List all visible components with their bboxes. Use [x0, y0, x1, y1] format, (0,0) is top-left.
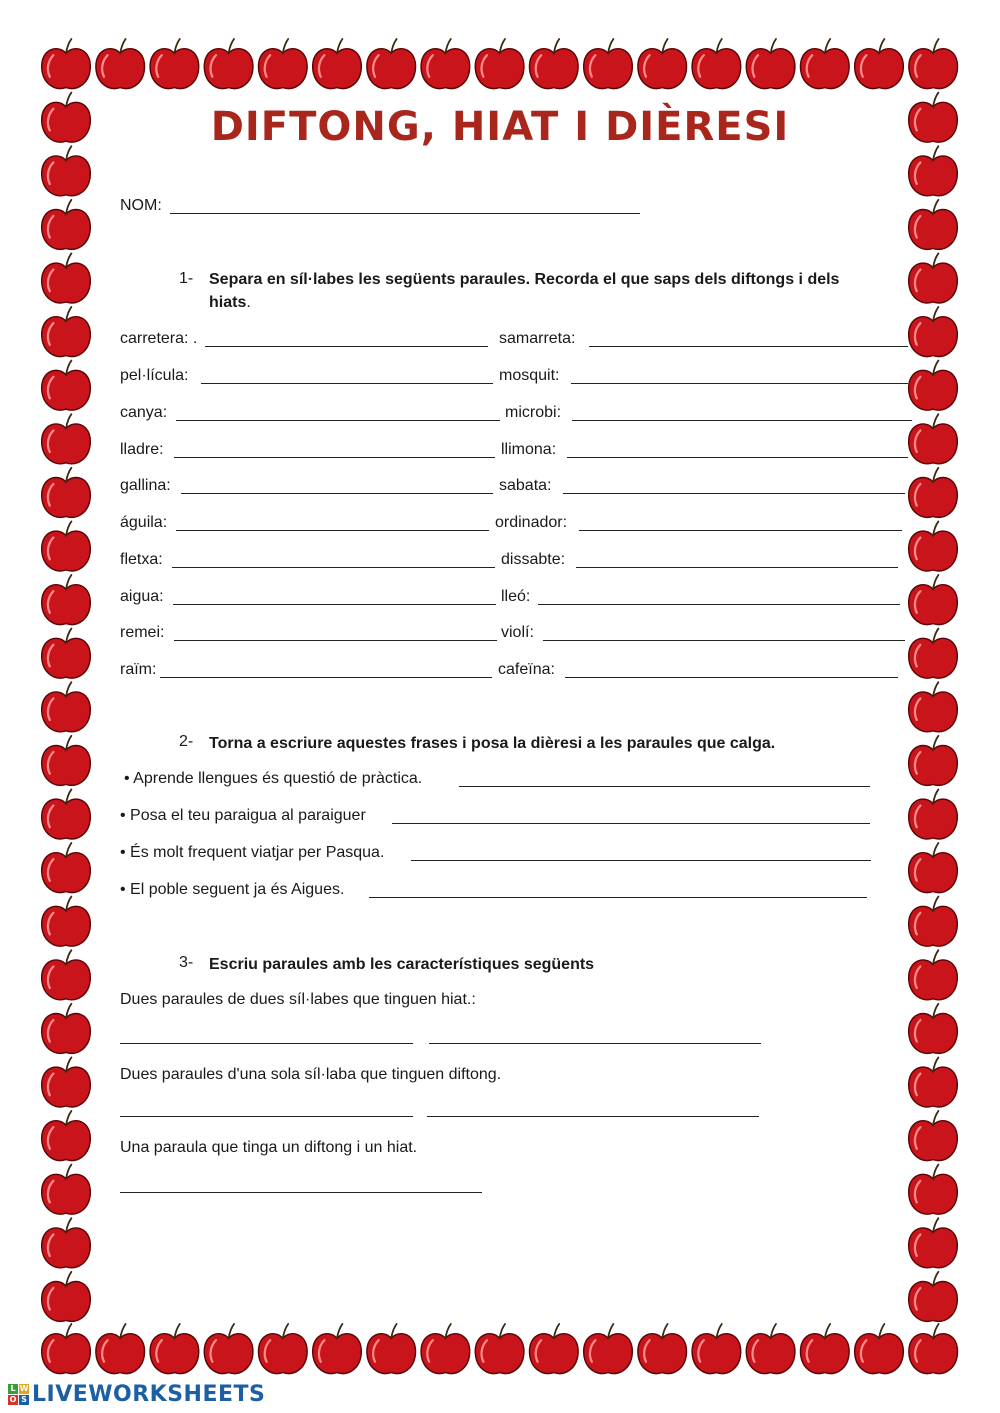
apple-icon: [42, 575, 91, 625]
q3-number: 3-: [179, 954, 194, 971]
apple-icon: [42, 361, 91, 411]
q1-title-line2: [209, 291, 251, 314]
q1-word-label-left: remei:: [120, 624, 165, 641]
logo-squares-icon: [8, 1384, 29, 1405]
q3-prompt: Una paraula que tinga un diftong i un hiat.: [120, 1139, 418, 1156]
q1-word-label-left: canya:: [120, 404, 168, 421]
q1-word-label-left: aigua:: [120, 588, 164, 605]
q3-answer-line[interactable]: [427, 1116, 759, 1117]
apple-icon: [258, 39, 307, 89]
apple-icon: [909, 950, 958, 1000]
apple-icon: [909, 414, 958, 464]
name-answer-line[interactable]: [170, 213, 640, 214]
logo-text: LIVEWORKSHEETS: [32, 1381, 266, 1407]
apple-icon: [909, 1004, 958, 1054]
apple-icon: [746, 1324, 795, 1374]
apple-icon: [909, 1324, 958, 1374]
apple-icon: [529, 39, 578, 89]
apple-icon: [42, 789, 91, 839]
apple-icon: [421, 39, 470, 89]
q1-answer-line-right[interactable]: [579, 530, 902, 531]
apple-icon: [909, 843, 958, 893]
q1-word-label-right: dissabte:: [501, 551, 566, 568]
apple-icon: [855, 1324, 904, 1374]
apple-icon: [909, 39, 958, 89]
apple-icon: [909, 468, 958, 518]
q1-word-label-left: águila:: [120, 514, 168, 531]
q1-answer-line-right[interactable]: [571, 383, 908, 384]
apple-icon: [909, 789, 958, 839]
q1-answer-line-right[interactable]: [538, 604, 900, 605]
apple-icon: [909, 1272, 958, 1322]
q1-word-label-left: pel·lícula:: [120, 367, 189, 384]
q1-answer-line-right[interactable]: [543, 640, 905, 641]
q3-answer-line[interactable]: [429, 1043, 761, 1044]
apple-icon: [909, 146, 958, 196]
apple-icon: [42, 307, 91, 357]
q1-answer-line-left[interactable]: [205, 346, 488, 347]
q1-title-bold-word: hiats: [209, 294, 247, 311]
apple-icon: [42, 1272, 91, 1322]
q3-prompt: Dues paraules de dues síl·labes que tinguen hiat.:: [120, 991, 476, 1008]
q1-word-label-right: samarreta:: [499, 330, 576, 347]
apple-icon: [42, 200, 91, 250]
q2-sentence: • Posa el teu paraigua al paraiguer: [120, 807, 366, 824]
logo-letter: W: [19, 1383, 29, 1393]
q3-title: Escriu paraules amb les característiques següents: [209, 956, 595, 973]
apple-icon: [909, 200, 958, 250]
q1-word-label-left: fletxa:: [120, 551, 163, 568]
apple-icon: [421, 1324, 470, 1374]
q1-answer-line-left[interactable]: [176, 420, 500, 421]
name-label: NOM:: [120, 197, 162, 214]
q2-answer-line[interactable]: [411, 860, 871, 861]
apple-icon: [42, 682, 91, 732]
worksheet-title: DIFTONG, HIAT I DIÈRESI: [210, 104, 790, 150]
apple-icon: [475, 39, 524, 89]
q2-sentence: • És molt frequent viatjar per Pasqua.: [120, 844, 385, 861]
q1-word-label-left: carretera: .: [120, 330, 198, 347]
q2-answer-line[interactable]: [459, 786, 870, 787]
apple-icon: [367, 39, 416, 89]
q2-answer-line[interactable]: [392, 823, 870, 824]
apple-icon: [42, 1165, 91, 1215]
q3-answer-line[interactable]: [120, 1116, 413, 1117]
apple-icon: [42, 950, 91, 1000]
apple-icon: [529, 1324, 578, 1374]
apple-icon: [909, 682, 958, 732]
apple-icon: [42, 253, 91, 303]
q1-answer-line-left[interactable]: [173, 604, 496, 605]
q1-word-label-right: mosquit:: [499, 367, 560, 384]
q1-word-label-right: lleó:: [501, 588, 531, 605]
apple-icon: [800, 39, 849, 89]
q1-number: 1-: [179, 270, 194, 287]
apple-icon: [42, 897, 91, 947]
q1-word-label-right: sabata:: [499, 477, 552, 494]
apple-icon: [150, 1324, 199, 1374]
q1-word-label-right: cafeïna:: [498, 661, 555, 678]
apple-icon: [909, 1111, 958, 1161]
logo-letter: S: [19, 1395, 29, 1405]
q1-answer-line-right[interactable]: [576, 567, 898, 568]
apple-icon: [313, 1324, 362, 1374]
apple-icon: [42, 1111, 91, 1161]
apple-icon: [638, 39, 687, 89]
apple-icon: [42, 1057, 91, 1107]
q1-answer-line-right[interactable]: [589, 346, 908, 347]
apple-icon: [96, 39, 145, 89]
q1-answer-line-right[interactable]: [563, 493, 905, 494]
q1-answer-line-left[interactable]: [176, 530, 489, 531]
apple-icon: [746, 39, 795, 89]
apple-icon: [42, 414, 91, 464]
q1-title-line1: Separa en síl·labes les següents paraules. Recorda el que saps dels diftongs i dels: [209, 271, 840, 288]
q2-sentence: • Aprende llengues és questió de pràctica.: [124, 770, 423, 787]
q1-word-label-right: ordinador:: [495, 514, 568, 531]
q1-word-label-left: gallina:: [120, 477, 171, 494]
apple-icon: [909, 521, 958, 571]
q1-word-label-left: raïm:: [120, 661, 157, 678]
apple-icon: [638, 1324, 687, 1374]
q1-answer-line-left[interactable]: [172, 567, 495, 568]
q2-sentence: • El poble seguent ja és Aigues.: [120, 881, 345, 898]
q3-answer-line[interactable]: [120, 1043, 413, 1044]
apple-icon: [909, 1165, 958, 1215]
q1-word-label-right: violí:: [501, 624, 534, 641]
q1-word-label-right: microbi:: [505, 404, 562, 421]
apple-icon: [909, 736, 958, 786]
apple-icon: [584, 39, 633, 89]
apple-icon: [909, 307, 958, 357]
logo-letter: O: [9, 1394, 17, 1404]
q1-answer-line-left[interactable]: [160, 677, 492, 678]
apple-icon: [42, 736, 91, 786]
apple-icon: [855, 39, 904, 89]
q1-answer-line-left[interactable]: [181, 493, 493, 494]
apple-icon: [42, 1324, 91, 1374]
apple-icon: [909, 575, 958, 625]
apple-icon: [909, 629, 958, 679]
apple-icon: [692, 1324, 741, 1374]
logo-letter: L: [8, 1384, 18, 1394]
apple-icon: [692, 39, 741, 89]
apple-icon: [150, 39, 199, 89]
q3-prompt: Dues paraules d'una sola síl·laba que tinguen diftong.: [120, 1066, 502, 1083]
apple-icon: [909, 253, 958, 303]
q2-title: Torna a escriure aquestes frases i posa la dièresi a les paraules que calga.: [209, 735, 776, 752]
apple-icon: [42, 521, 91, 571]
apple-icon: [475, 1324, 524, 1374]
q1-answer-line-right[interactable]: [567, 457, 908, 458]
q1-answer-line-left[interactable]: [201, 383, 493, 384]
apple-icon: [800, 1324, 849, 1374]
apple-icon: [909, 1057, 958, 1107]
apple-icon: [909, 897, 958, 947]
apple-icon: [909, 361, 958, 411]
apple-icon: [204, 39, 253, 89]
apple-icon: [42, 468, 91, 518]
q3-answer-line[interactable]: [120, 1192, 482, 1193]
q1-title-period: .: [246, 294, 251, 311]
apple-icon: [42, 146, 91, 196]
q1-answer-line-left[interactable]: [174, 640, 497, 641]
q1-answer-line-right[interactable]: [572, 420, 912, 421]
apple-icon: [42, 629, 91, 679]
apple-icon: [258, 1324, 307, 1374]
apple-icon: [42, 39, 91, 89]
q1-word-label-left: lladre:: [120, 441, 164, 458]
apple-icon: [909, 1218, 958, 1268]
q1-word-label-right: llimona:: [501, 441, 557, 458]
q2-number: 2-: [179, 733, 194, 750]
liveworksheets-logo: [8, 1381, 265, 1407]
q2-answer-line[interactable]: [369, 897, 867, 898]
apple-icon: [367, 1324, 416, 1374]
apple-icon: [42, 1218, 91, 1268]
apple-icon: [584, 1324, 633, 1374]
apple-icon: [42, 843, 91, 893]
apple-icon: [313, 39, 362, 89]
apple-icon: [96, 1324, 145, 1374]
q1-answer-line-right[interactable]: [565, 677, 898, 678]
apple-icon: [204, 1324, 253, 1374]
q1-answer-line-left[interactable]: [174, 457, 495, 458]
apple-icon: [42, 1004, 91, 1054]
